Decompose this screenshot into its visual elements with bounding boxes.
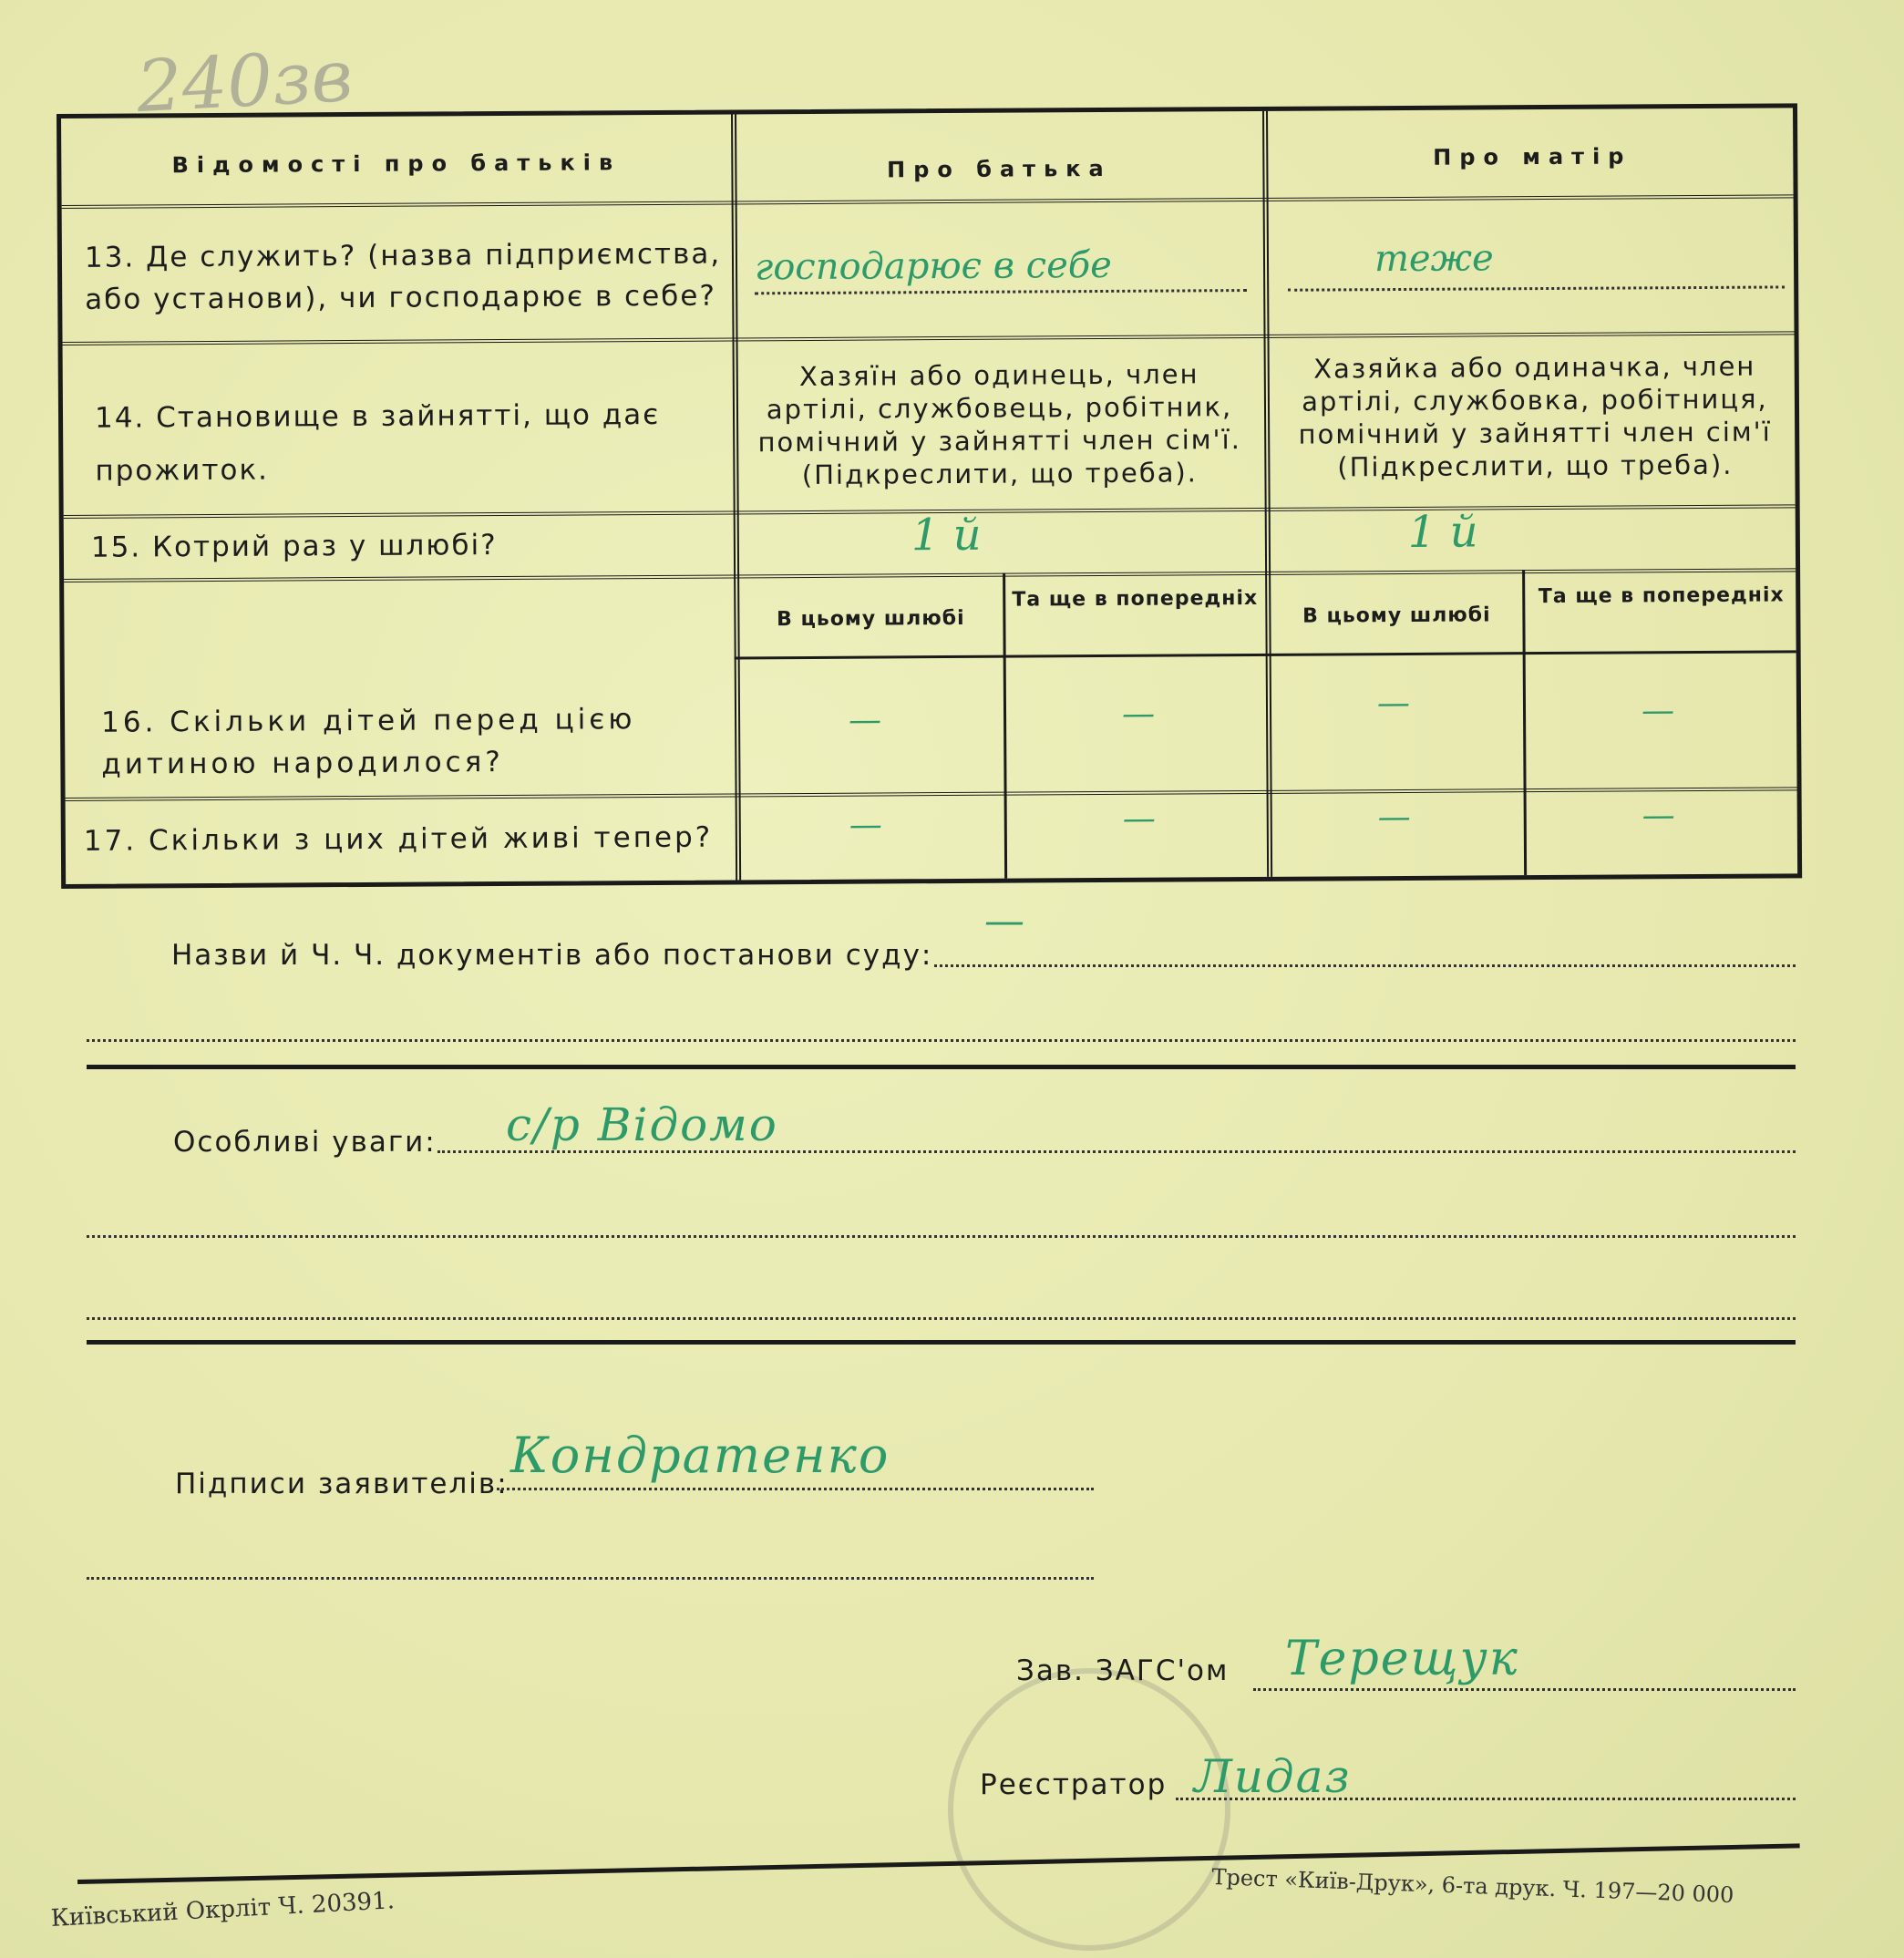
answer-15-father: 1 й (911, 509, 982, 562)
answer-17-father-prev: — (1122, 799, 1156, 838)
answer-16-mother-this: — (1376, 684, 1411, 723)
options-14-father: Хазяїн або одинець, член артілі, службовець, робітник, помічний у зайнятті член сім'ї. (Підкреслити, що треба). (757, 358, 1241, 491)
head-label: Зав. ЗАГС'ом (1016, 1654, 1230, 1687)
divider (731, 114, 741, 880)
divider (1003, 573, 1007, 879)
subheader-father-previous: Та ще в попередніх (1012, 586, 1259, 612)
documents-value: — (984, 898, 1026, 944)
answer-13-mother: теже (1374, 237, 1494, 281)
documents-label: Назви й Ч. Ч. документів або постанови суду: (171, 939, 933, 972)
answer-17-father-this: — (849, 806, 882, 844)
section-rule (87, 1065, 1796, 1069)
answer-16-mother-prev: — (1641, 692, 1675, 730)
divider (1522, 570, 1527, 875)
question-17: 17. Скільки з цих дітей живі тепер? (83, 820, 714, 858)
remarks-label: Особливі уваги: (173, 1126, 437, 1159)
printer-note-right: Трест «Київ-Друк», 6-та друк. Ч. 197—20 000 (1211, 1864, 1734, 1908)
row-rule (64, 568, 1796, 582)
answer-15-mother: 1 й (1407, 506, 1478, 558)
row-rule (66, 787, 1797, 801)
applicants-signature-label: Підписи заявителів: (175, 1468, 509, 1500)
documents-line (934, 964, 1796, 967)
question-15: 15. Котрий раз у шлюбі? (90, 529, 498, 564)
answer-line (1288, 285, 1785, 291)
answer-16-father-prev: — (1121, 695, 1156, 733)
signature-line (87, 1577, 1094, 1580)
row-rule (62, 194, 1794, 209)
header-mother: Про матір (1433, 143, 1632, 170)
question-13: 13. Де служить? (назва підприємства, або установи), чи господарює в себе? (84, 237, 722, 316)
applicants-signature: Кондратенко (510, 1427, 890, 1484)
signature-line (1253, 1688, 1796, 1691)
answer-17-mother-this: — (1377, 798, 1411, 837)
archive-number: 240зв (134, 35, 355, 129)
head-signature: Терещук (1285, 1632, 1519, 1686)
header-father: Про батька (886, 155, 1112, 183)
answer-line (755, 289, 1247, 294)
parents-info-table (57, 103, 1802, 889)
question-14: 14. Становище в зайнятті, що дає прожиток. (94, 397, 661, 488)
header-parents-info: Відомості про батьків (171, 149, 622, 179)
registrar-signature: Лидаз (1194, 1750, 1352, 1803)
answer-13-father: господарює в себе (754, 243, 1113, 289)
remarks-line (87, 1235, 1796, 1238)
office-stamp (948, 1668, 1230, 1951)
registrar-label: Реєстратор (980, 1768, 1168, 1801)
row-rule (63, 331, 1795, 345)
remarks-line (437, 1150, 1796, 1153)
subheader-mother-this-marriage: В цьому шлюбі (1302, 603, 1491, 628)
remarks-line (87, 1317, 1796, 1320)
section-rule (87, 1340, 1796, 1345)
divider (1262, 111, 1272, 877)
subheader-mother-previous: Та ще в попередніх (1538, 583, 1785, 609)
signature-line (1176, 1798, 1796, 1800)
subheader-father-this-marriage: В цьому шлюбі (777, 606, 965, 632)
printer-note-left: Київський Окрліт Ч. 20391. (50, 1887, 396, 1932)
question-16: 16. Скільки дітей перед цією дитиною народилося? (100, 703, 636, 781)
signature-line (497, 1488, 1094, 1490)
options-14-mother: Хазяйка або одиначка, член артілі, службовка, робітниця, помічний у зайнятті член сім'ї (Підкреслити, що треба). (1298, 350, 1772, 483)
answer-17-mother-prev: — (1642, 797, 1675, 835)
answer-16-father-this: — (848, 701, 882, 739)
remarks-value: с/р Відомо (506, 1098, 778, 1151)
documents-line (87, 1039, 1796, 1042)
